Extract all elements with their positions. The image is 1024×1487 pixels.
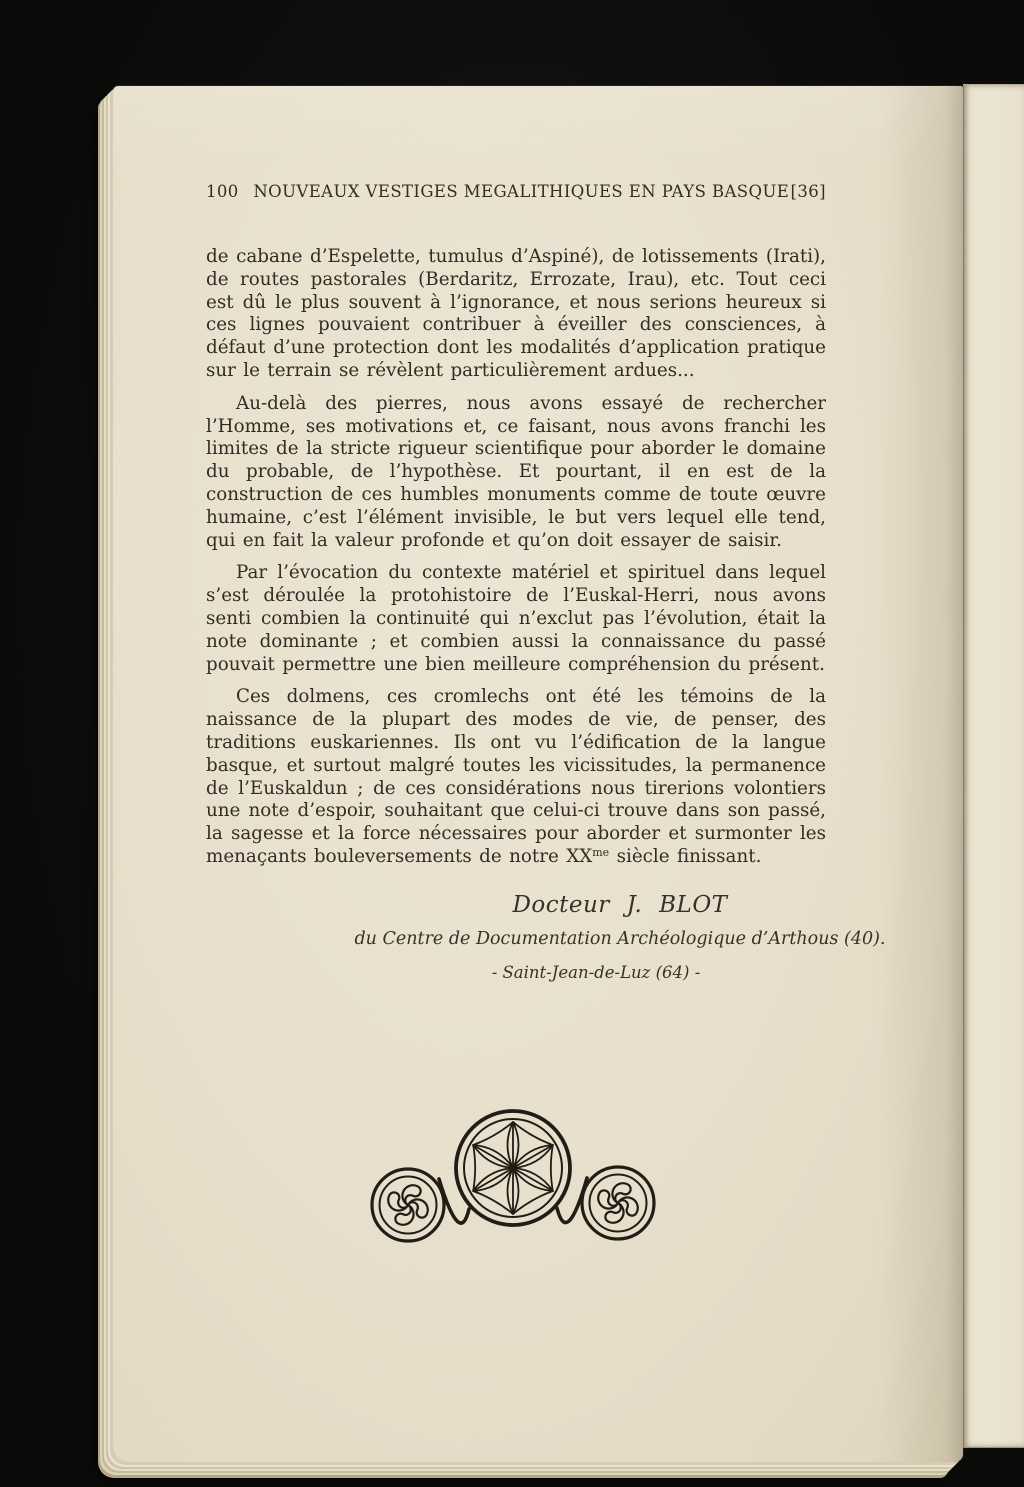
signature-block [206,892,930,982]
issue-number: [36] [790,182,826,201]
ordinal-superscript: me [592,845,610,859]
author-location: - Saint-Jean-de-Luz (64) - [491,963,701,982]
lauburu-icon [372,1169,444,1241]
book-page [113,86,963,1462]
rosette-icon [453,1111,572,1226]
facing-page-edge [963,84,1024,1448]
basque-ornament-icon [361,1094,673,1256]
paragraph-2: Au-delà des pierres, nous avons essayé de rechercher l’Homme, ses motivations et, ce faisant, nous avons franchi les limites de la stricte rigueur scientifique pour aborder le domaine du probable, de l’hypothèse. Et pourtant, il en est de la construction de ces humbles monuments comme de toute œuvre humaine, c’est l’élément invisible, le but vers lequel elle tend, qui en fait la valeur profonde et qu’on doit essayer de saisir. [206,392,826,551]
running-title: NOUVEAUX VESTIGES MEGALITHIQUES EN PAYS BASQUE [253,182,790,201]
running-header [206,182,826,201]
article-body [206,246,826,879]
page-number: 100 [206,182,239,201]
paragraph-4 [206,686,826,868]
paragraph-1: de cabane d’Espelette, tumulus d’Aspiné), de lotissements (Irati), de routes pastorales (Berdaritz, Errozate, Irau), etc. Tout ceci est dû le plus souvent à l’ignorance, et nous serions heureux si ces lignes pouvaient contribuer à éveiller des consciences, à défaut d’une protection dont les modalités d’application pratique sur le terrain se révèlent particulièrement ardues... [206,246,826,381]
paragraph-4-text: Ces dolmens, ces cromlechs ont été les témoins de la naissance de la plupart des modes de vie, de penser, des traditions euskariennes. Ils ont vu l’édification de la langue basque, et surtout malgré toutes les vicissitudes, la permanence de l’Euskaldun ; de ces considérations nous tirerions volontiers une note d’espoir, souhaitant que celui-ci trouve dans son passé, la sagesse et la force nécessaires pour aborder et surmonter les menaçants bouleversements de notre XX [206,686,826,867]
paragraph-3: Par l’évocation du contexte matériel et spirituel dans lequel s’est déroulée la protohistoire de l’Euskal-Herri, nous avons senti combien la continuité qui n’exclut pas l’évolution, était la note dominante ; et combien aussi la connaissance du passé pouvait permettre une bien meilleure compréhension du présent. [206,562,826,675]
paragraph-4-end: siècle finissant. [609,845,762,867]
author-affiliation: du Centre de Documentation Archéologique d’Arthous (40). [354,929,886,949]
lauburu-icon [582,1167,654,1239]
author-name: Docteur J. BLOT [512,892,728,918]
